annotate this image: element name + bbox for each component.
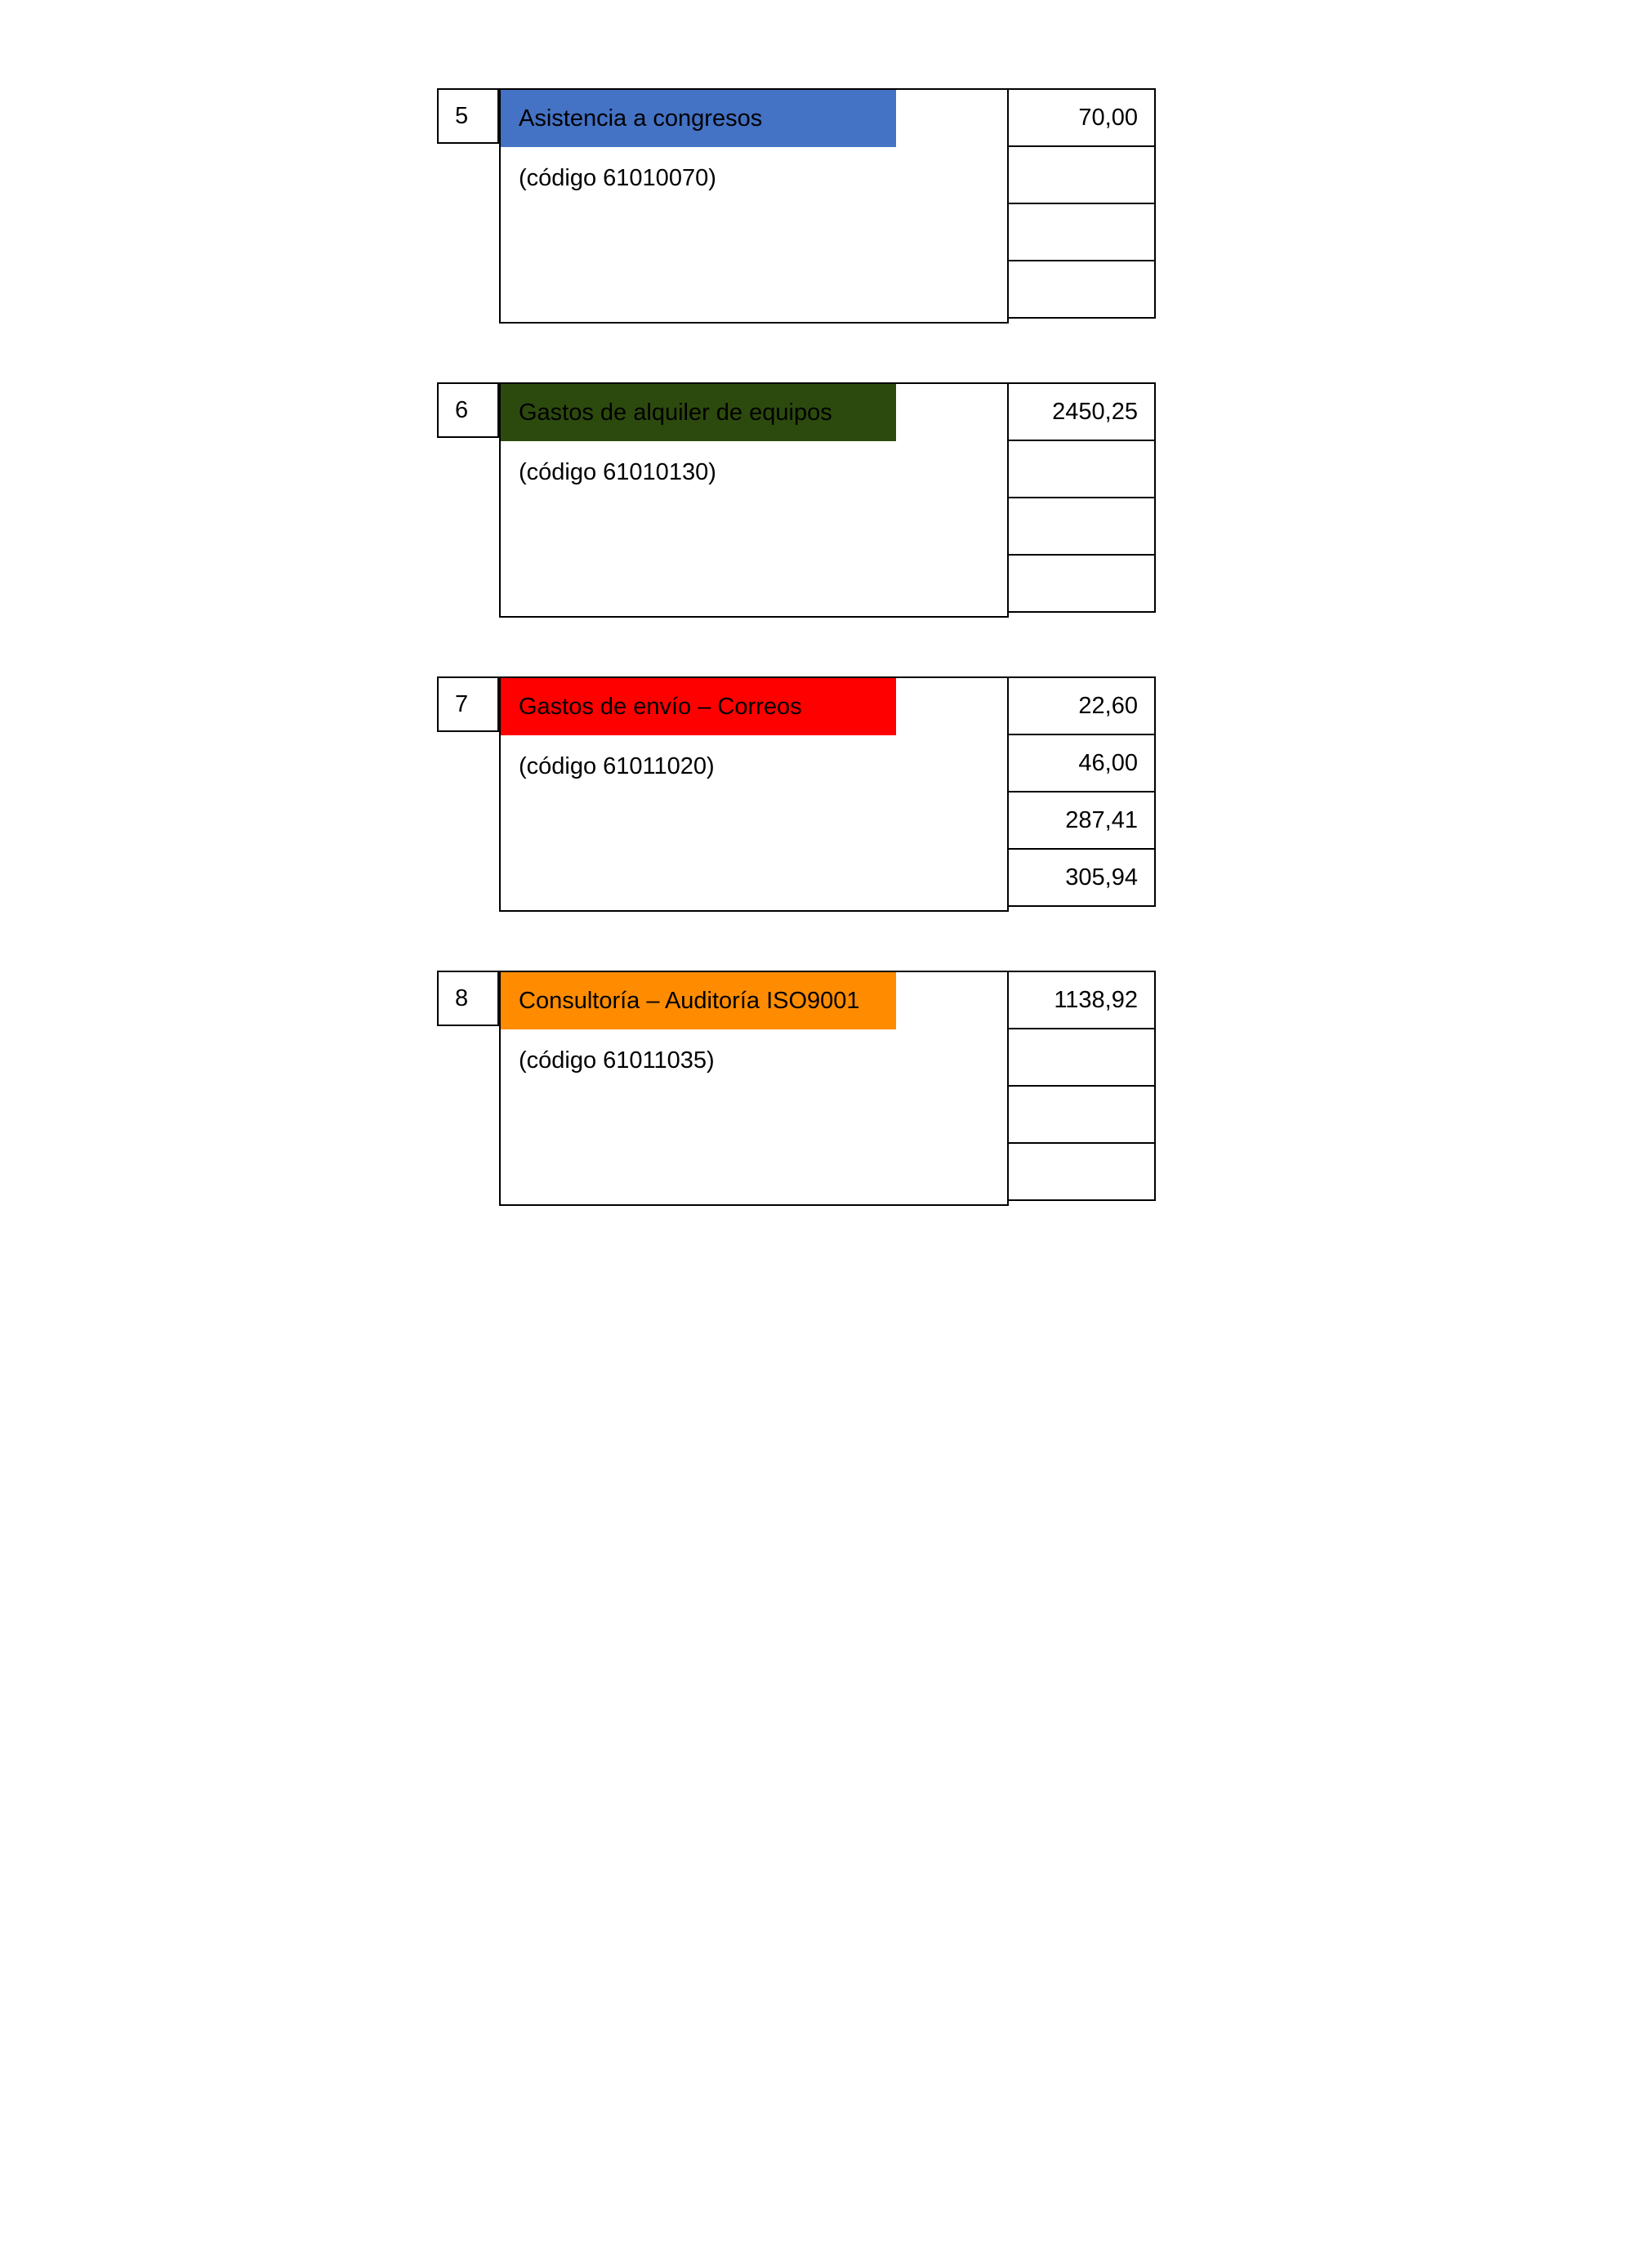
value-cell (1007, 260, 1156, 319)
value-cell: 287,41 (1007, 791, 1156, 850)
block-code: (código 61011035) (519, 1047, 715, 1074)
block-description (499, 971, 1009, 1206)
value-cell: 2450,25 (1007, 382, 1156, 441)
expense-block-6 (437, 382, 1156, 618)
block-values (1007, 971, 1156, 1206)
block-code: (código 61010130) (519, 459, 716, 485)
value-cell (1007, 1142, 1156, 1201)
value-cell (1007, 1028, 1156, 1087)
value-cell: 46,00 (1007, 734, 1156, 792)
value-cell: 70,00 (1007, 88, 1156, 147)
block-code: (código 61011020) (519, 753, 715, 779)
value-cell (1007, 497, 1156, 556)
value-cell: 1138,92 (1007, 971, 1156, 1029)
block-values (1007, 676, 1156, 912)
value-cell: 22,60 (1007, 676, 1156, 735)
expense-block-5 (437, 88, 1156, 324)
block-description (499, 382, 1009, 618)
block-title: Gastos de envío – Correos (501, 678, 896, 735)
block-title: Asistencia a congresos (501, 90, 896, 147)
block-description (499, 88, 1009, 324)
block-values (1007, 88, 1156, 324)
block-description (499, 676, 1009, 912)
value-cell: 305,94 (1007, 848, 1156, 907)
value-cell (1007, 145, 1156, 204)
value-cell (1007, 440, 1156, 498)
block-code: (código 61010070) (519, 165, 716, 191)
value-cell (1007, 554, 1156, 613)
expense-block-7 (437, 676, 1156, 912)
block-values (1007, 382, 1156, 618)
expense-block-8 (437, 971, 1156, 1206)
block-number: 7 (437, 676, 499, 732)
block-number: 6 (437, 382, 499, 438)
value-cell (1007, 203, 1156, 261)
block-number: 8 (437, 971, 499, 1026)
block-title: Consultoría – Auditoría ISO9001 (501, 972, 896, 1029)
value-cell (1007, 1085, 1156, 1144)
block-number: 5 (437, 88, 499, 144)
block-title: Gastos de alquiler de equipos (501, 384, 896, 441)
